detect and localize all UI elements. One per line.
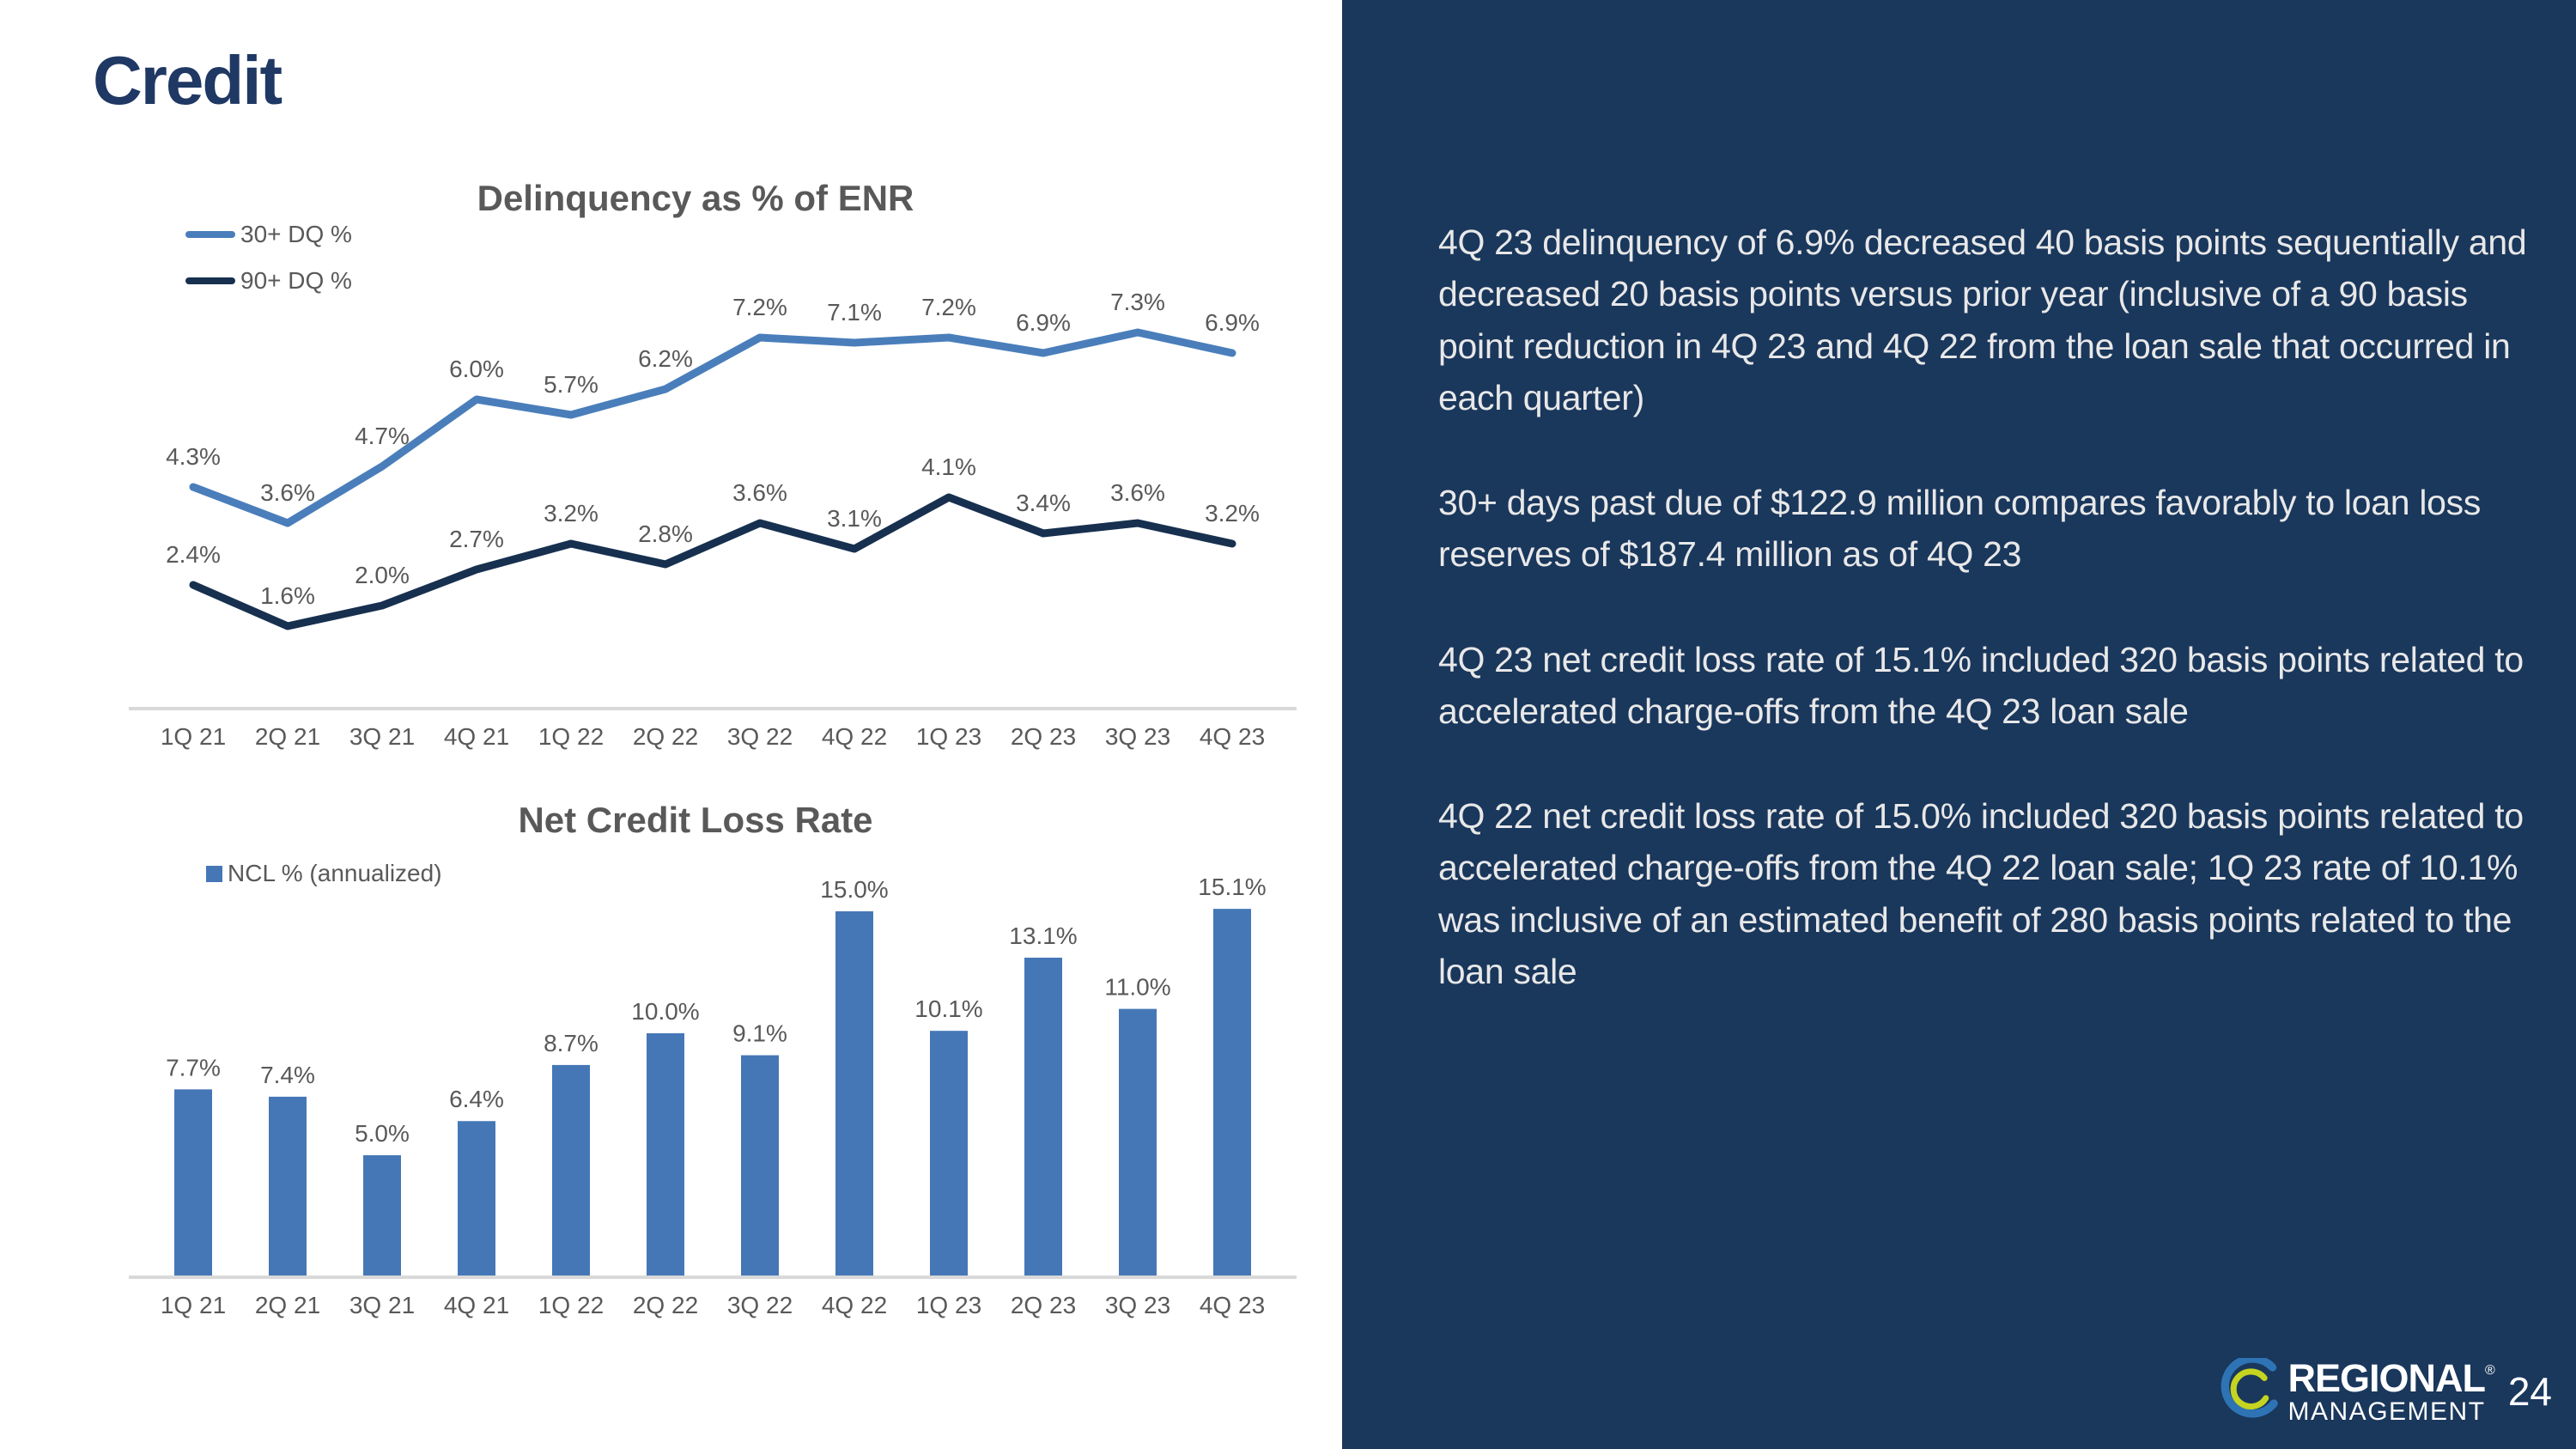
ncl-chart-title: Net Credit Loss Rate xyxy=(518,800,873,840)
svg-text:7.4%: 7.4% xyxy=(260,1061,315,1088)
svg-text:8.7%: 8.7% xyxy=(544,1029,598,1056)
logo-line1: REGIONAL® xyxy=(2287,1355,2494,1400)
svg-text:15.1%: 15.1% xyxy=(1198,874,1267,901)
commentary-panel xyxy=(1342,0,2576,1449)
legend-label-90dq: 90+ DQ % xyxy=(240,267,352,294)
delinquency-chart-plot xyxy=(77,228,1314,777)
svg-text:10.0%: 10.0% xyxy=(631,998,700,1025)
svg-text:2.8%: 2.8% xyxy=(638,521,693,547)
legend-item-30dq xyxy=(185,221,352,248)
svg-text:6.9%: 6.9% xyxy=(1016,309,1071,336)
commentary-paragraph-1: 4Q 23 delinquency of 6.9% decreased 40 basis points sequentially and decreased 20 basis points versus prior year (inclusive of a 90 basis point reduction in 4Q 23 and 4Q 22 from the loan sale that occurred in each quarter) xyxy=(1438,222,2527,417)
svg-text:2.0%: 2.0% xyxy=(355,562,410,588)
svg-text:2Q 23: 2Q 23 xyxy=(1010,723,1077,750)
svg-text:1Q 23: 1Q 23 xyxy=(915,723,982,750)
svg-text:4Q 22: 4Q 22 xyxy=(821,723,888,750)
svg-text:1Q 22: 1Q 22 xyxy=(538,723,605,750)
commentary-paragraph-3: 4Q 23 net credit loss rate of 15.1% included 320 basis points related to accelerated charge-offs from the 4Q 23 loan sale xyxy=(1438,639,2524,731)
legend-label-30dq: 30+ DQ % xyxy=(240,221,352,247)
svg-text:2Q 21: 2Q 21 xyxy=(254,1292,321,1318)
line-swatch-30dq-icon xyxy=(185,231,235,238)
commentary-paragraph-4: 4Q 22 net credit loss rate of 15.0% included 320 basis points related to accelerated charge-offs from the 4Q 22 loan sale; 1Q 23 rate of 10.1% was inclusive of an estimated benefit of 280 basis points related to the loan sale xyxy=(1438,796,2524,991)
x-axis-labels xyxy=(161,723,1265,750)
bar xyxy=(552,1065,590,1277)
svg-text:3Q 23: 3Q 23 xyxy=(1104,1292,1171,1318)
svg-text:2.7%: 2.7% xyxy=(449,526,504,552)
svg-text:3.1%: 3.1% xyxy=(827,505,882,532)
svg-text:5.7%: 5.7% xyxy=(544,371,598,398)
svg-text:9.1%: 9.1% xyxy=(732,1020,787,1047)
svg-text:3.6%: 3.6% xyxy=(1110,479,1165,506)
svg-text:3Q 21: 3Q 21 xyxy=(349,1292,416,1318)
bar xyxy=(1024,958,1062,1277)
ncl-chart xyxy=(77,786,1314,1370)
svg-text:10.1%: 10.1% xyxy=(914,995,983,1023)
bar xyxy=(930,1031,968,1277)
svg-text:4.3%: 4.3% xyxy=(166,443,221,470)
svg-text:5.0%: 5.0% xyxy=(355,1120,410,1147)
svg-text:1Q 21: 1Q 21 xyxy=(160,723,227,750)
legend-item-90dq xyxy=(185,267,352,295)
svg-text:3.4%: 3.4% xyxy=(1016,490,1071,516)
svg-text:6.4%: 6.4% xyxy=(449,1086,504,1113)
ncl-chart-plot xyxy=(77,863,1314,1361)
bar xyxy=(835,911,873,1277)
svg-text:3.2%: 3.2% xyxy=(544,500,598,527)
svg-text:2Q 21: 2Q 21 xyxy=(254,723,321,750)
ncl-legend xyxy=(206,860,442,887)
logo-line2: MANAGEMENT xyxy=(2287,1397,2486,1426)
svg-text:6.9%: 6.9% xyxy=(1205,309,1260,336)
commentary-paragraph-2: 30+ days past due of $122.9 million compares favorably to loan loss reserves of $187.4 million as of 4Q 23 xyxy=(1438,483,2482,575)
svg-text:7.1%: 7.1% xyxy=(827,299,882,326)
legend-item-ncl xyxy=(206,860,442,887)
svg-text:4Q 21: 4Q 21 xyxy=(443,723,510,750)
svg-text:2Q 22: 2Q 22 xyxy=(632,1292,699,1318)
footer xyxy=(2216,1355,2552,1426)
svg-text:3Q 22: 3Q 22 xyxy=(726,723,793,750)
registered-mark: ® xyxy=(2485,1362,2494,1378)
logo-swoosh-icon xyxy=(2216,1358,2283,1425)
svg-text:15.0%: 15.0% xyxy=(820,876,889,903)
svg-text:7.2%: 7.2% xyxy=(732,294,787,320)
svg-text:6.2%: 6.2% xyxy=(638,345,693,372)
regional-management-logo xyxy=(2287,1355,2494,1426)
svg-text:4Q 23: 4Q 23 xyxy=(1199,723,1266,750)
svg-text:1Q 21: 1Q 21 xyxy=(160,1292,227,1318)
svg-text:1Q 22: 1Q 22 xyxy=(538,1292,605,1318)
svg-text:3.6%: 3.6% xyxy=(260,479,315,506)
line-series-30dq xyxy=(193,332,1232,523)
bar xyxy=(1119,1009,1157,1277)
bars xyxy=(174,909,1251,1277)
delinquency-chart xyxy=(77,167,1314,769)
bar xyxy=(741,1056,779,1277)
delinquency-chart-title: Delinquency as % of ENR xyxy=(477,178,914,218)
svg-text:7.7%: 7.7% xyxy=(166,1054,221,1081)
line-series-90dq xyxy=(193,497,1232,626)
delinquency-legend xyxy=(185,221,352,295)
svg-text:4Q 23: 4Q 23 xyxy=(1199,1292,1266,1318)
line-swatch-90dq-icon xyxy=(185,277,235,284)
svg-text:4Q 22: 4Q 22 xyxy=(821,1292,888,1318)
svg-text:11.0%: 11.0% xyxy=(1104,973,1171,1001)
svg-text:3Q 21: 3Q 21 xyxy=(349,723,416,750)
svg-text:2.4%: 2.4% xyxy=(166,541,221,568)
bar xyxy=(174,1089,212,1277)
bar xyxy=(363,1155,401,1277)
data-labels-30dq xyxy=(166,289,1260,506)
svg-text:4Q 21: 4Q 21 xyxy=(443,1292,510,1318)
svg-text:4.1%: 4.1% xyxy=(921,454,976,480)
bar xyxy=(269,1097,307,1277)
svg-text:2Q 22: 2Q 22 xyxy=(632,723,699,750)
svg-text:3.2%: 3.2% xyxy=(1205,500,1260,527)
svg-text:2Q 23: 2Q 23 xyxy=(1010,1292,1077,1318)
svg-text:6.0%: 6.0% xyxy=(449,356,504,382)
svg-text:3.6%: 3.6% xyxy=(732,479,787,506)
x-axis-labels xyxy=(161,1292,1265,1318)
bar xyxy=(1213,909,1251,1277)
svg-text:7.2%: 7.2% xyxy=(921,294,976,320)
svg-text:3Q 22: 3Q 22 xyxy=(726,1292,793,1318)
page-number: 24 xyxy=(2507,1369,2552,1414)
svg-text:7.3%: 7.3% xyxy=(1110,289,1165,315)
svg-text:13.1%: 13.1% xyxy=(1009,922,1078,949)
legend-label-ncl: NCL % (annualized) xyxy=(228,860,442,886)
bar-swatch-ncl-icon xyxy=(206,866,222,882)
svg-text:1Q 23: 1Q 23 xyxy=(915,1292,982,1318)
commentary-text xyxy=(1438,216,2537,1050)
bar xyxy=(458,1121,495,1277)
slide-title: Credit xyxy=(93,42,282,119)
svg-text:3Q 23: 3Q 23 xyxy=(1104,723,1171,750)
svg-text:4.7%: 4.7% xyxy=(355,423,410,449)
svg-text:1.6%: 1.6% xyxy=(260,582,315,609)
bar xyxy=(647,1033,684,1277)
bar-data-labels xyxy=(166,874,1267,1147)
